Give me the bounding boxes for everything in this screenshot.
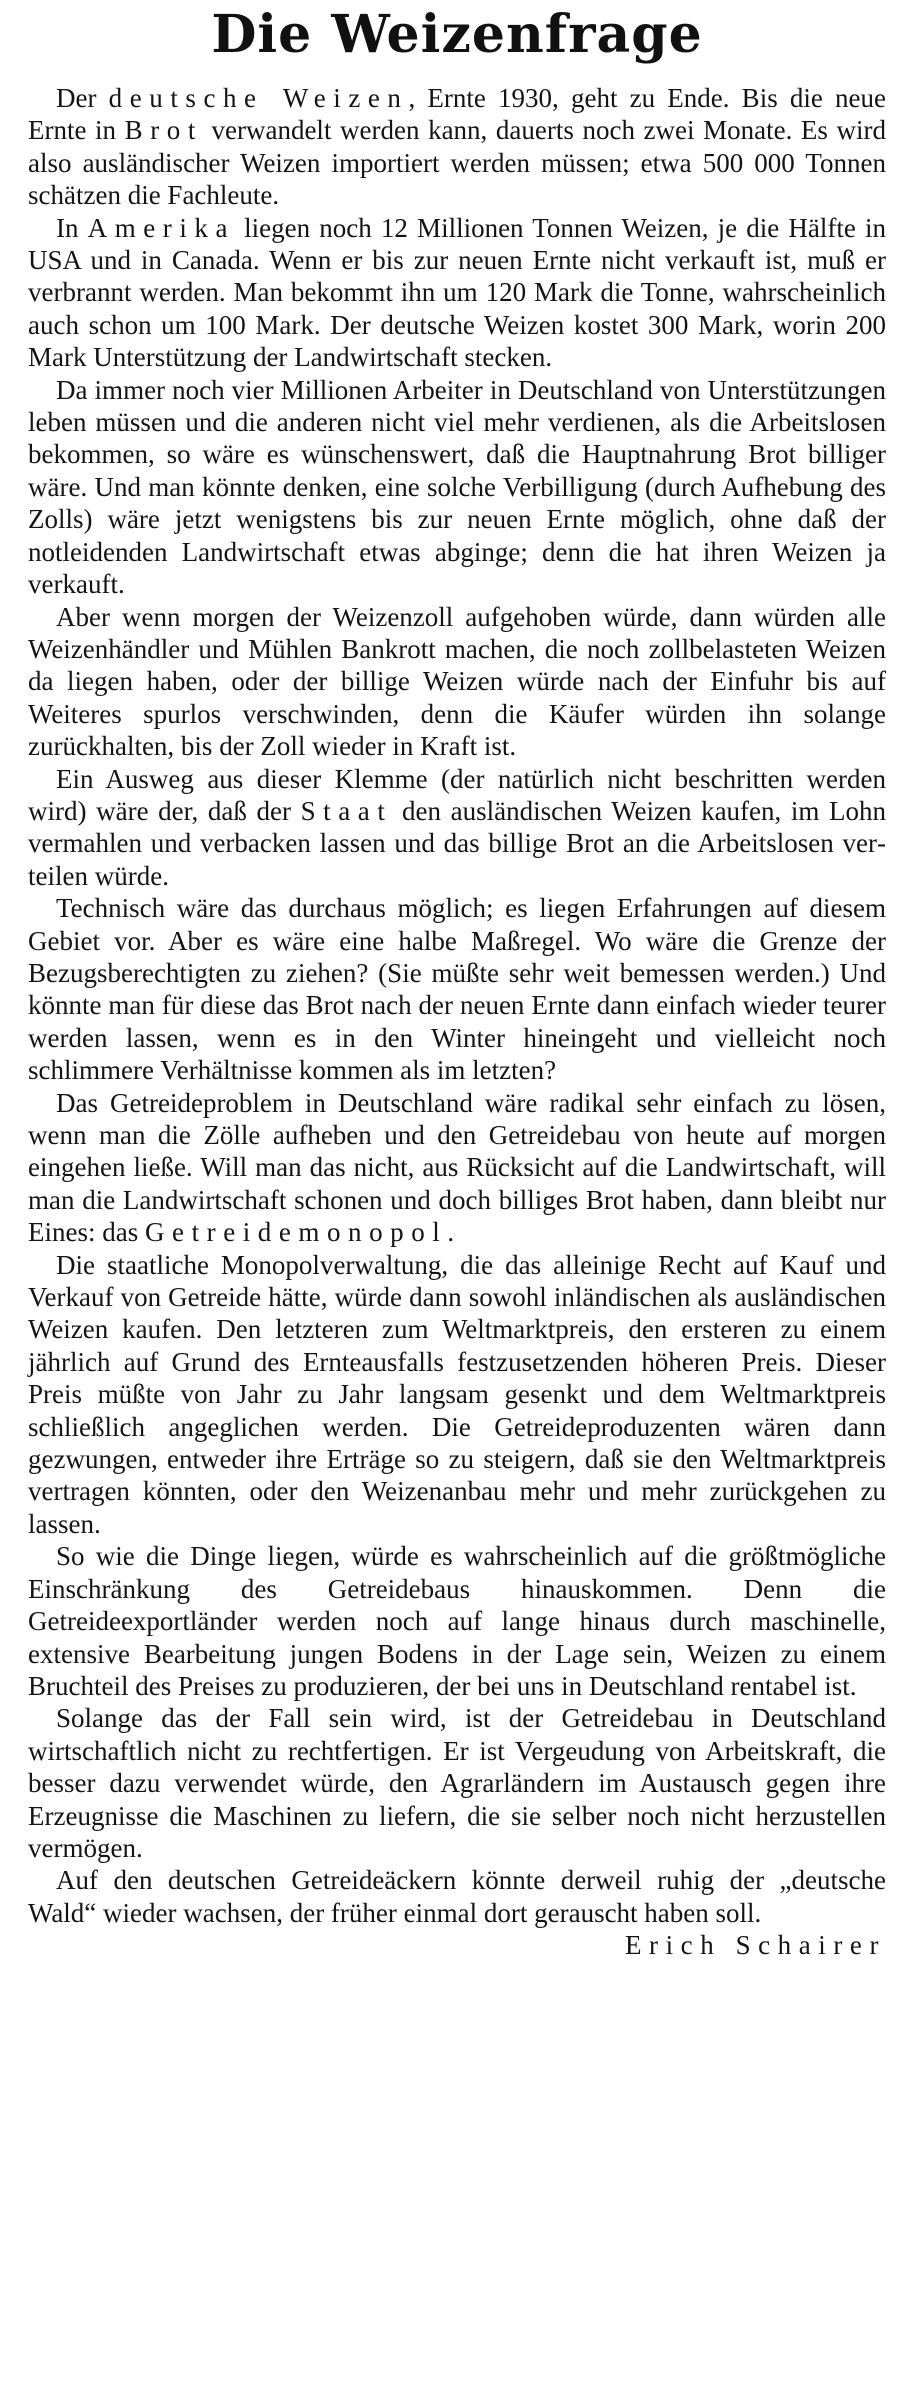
body-paragraph [28,1249,886,1541]
paragraph-text: Der [56,83,109,113]
paragraph-text: Da immer noch vier Millionen Arbeiter in Deutschland von Unterstützungen leben müssen und die anderen nicht viel mehr verdienen, als die Arbeitslosen bekommen, so wäre es wünschenswert, daß die Hauptnahrung Brot billiger wäre. Und man könnte denken, eine solche Verbilligung (durch Aufhebung des Zolls) wäre jetzt wenigstens bis zur neuen Ernte möglich, ohne daß der notleidenden Landwirtschaft etwas abginge; denn die hat ihren Weizen ja verkauft. [28,374,886,600]
body-paragraph [28,374,886,601]
emphasized-text: Amerika [87,212,236,243]
paragraph-text: , Ernte 1930, geht zu Ende. Bis die neue Ernte in [28,83,886,146]
article [28,0,886,1962]
emphasized-text: Staat [300,795,393,826]
paragraph-text: Aber wenn morgen der Weizenzoll aufgehoben würde, dann würden alle Weizenhändler und Mühlen Bankrott machen, die noch zollbelasteten Weizen da liegen haben, oder der billige Weizen würde nach der Einfuhr bis auf Weiteres spurlos verschwinden, denn die Käufer würden ihn solange zurückhalten, bis der Zoll wieder in Kraft ist. [28,601,886,762]
paragraph-text: Das Getreideproblem in Deutschland wäre radikal sehr einfach zu lösen, wenn man die Zölle aufheben und den Getreidebau von heute auf morgen eingehen ließe. Will man das nicht, aus Rücksicht auf die Landwirtschaft, will man die Landwirtschaft schonen und doch billiges Brot haben, dann bleibt nur Eines: das [28,1087,886,1248]
emphasized-text: Brot [124,115,203,146]
paragraph-text: Technisch wäre das durchaus möglich; es liegen Erfahrungen auf diesem Gebiet vor. Aber es wäre eine halbe Maßregel. Wo wäre die Grenze der Bezugsberechtigten zu ziehen? (Sie müßte sehr weit bemessen werden.) Und könnte man für diese das Brot nach der neuen Ernte dann einfach wieder teurer werden lassen, wenn es in den Winter hineingeht und vielleicht noch schlimmere Verhältnisse kommen als im letzten? [28,893,886,1086]
article-title: Die Weizenfrage [211,4,703,65]
emphasized-text: deutsche Weizen [108,83,409,113]
body-paragraph [28,1540,886,1702]
body-paragraph [28,1864,886,1961]
body-paragraph [28,1087,886,1249]
body-paragraph [28,601,886,763]
body-paragraph [28,82,886,212]
paragraph-text: liegen noch 12 Millionen Tonnen Weizen, je die Hälfte in USA und in Canada. Wenn er bis zur neuen Ernte nicht verkauft ist, muß er verbrannt werden. Man bekommt ihn um 120 Mark die Tonne, wahrscheinlich auch schon um 100 Mark. Der deutsche Weizen kostet 300 Mark, worin 200 Mark Unterstützung der Landwirtschaft stecken. [28,212,886,373]
body-paragraph [28,763,886,893]
paragraph-text: . [447,1217,455,1248]
body-paragraph [28,212,886,374]
paragraph-text: Auf den deutschen Getreideäckern könnte derweil ruhig der „deutsche Wald“ wieder wachsen, der früher einmal dort gerauscht haben soll. [28,1865,886,1928]
body-paragraph [28,892,886,1086]
paragraph-text: Die staatliche Monopolverwaltung, die das alleinige Recht auf Kauf und Verkauf von Getreide hätte, würde dann sowohl inländischen als ausländischen Weizen kaufen. Den letzteren zum Weltmarktpreis, den ersteren zu einem jährlich auf Grund des Ernteausfalls festzusetzenden höheren Preis. Dieser Preis müßte von Jahr zu Jahr langsam gesenkt und dem Weltmarktpreis schließlich angeglichen werden. Die Getreideproduzenten wären dann gezwungen, entweder ihre Erträge so zu steigern, daß sie den Weltmarktpreis vertragen könnten, oder den Weizenanbau mehr und mehr zurückgehen zu lassen. [28,1249,886,1539]
paragraph-text: Ein Ausweg aus dieser Klemme (der natürlich nicht beschritten werden wird) wäre der, daß der [28,763,886,826]
article-body [28,82,886,1961]
paragraph-text: den ausländischen Weizen kaufen, im Lohn vermahlen und verbacken lassen und das billige Brot an die Arbeitslosen verteilen würde. [28,795,886,891]
paragraph-text: Solange das der Fall sein wird, ist der Getreidebau in Deutschland wirtschaftlich nicht zu rechtfertigen. Er ist Vergeudung von Arbeitskraft, die besser dazu verwendet würde, den Agrarländern im Austausch gegen ihre Erzeugnisse die Maschinen zu liefern, die sie selber noch nicht herzustellen vermögen. [28,1703,886,1863]
paragraph-text: verwandelt werden kann, dauerts noch zwei Monate. Es wird also ausländischer Weizen importiert werden müssen; etwa 500 000 Tonnen schätzen die Fachleute. [28,115,886,211]
body-paragraph [28,1702,886,1864]
signature-line [625,1929,886,1961]
author-signature: Erich Schairer [624,1930,886,1961]
paragraph-text: In [56,212,88,243]
paragraph-text: So wie die Dinge liegen, würde es wahrscheinlich auf die größtmögliche Einschränkung des Getreidebaus hinauskommen. Denn die Getreideexportländer werden noch auf lange hinaus durch maschinelle, extensive Bearbeitung jungen Bodens in der Lage sein, Weizen zu einem Bruchteil des Preises zu produzieren, der bei uns in Deutschland rentabel ist. [28,1541,886,1701]
emphasized-text: Getreidemonopol [144,1217,448,1248]
